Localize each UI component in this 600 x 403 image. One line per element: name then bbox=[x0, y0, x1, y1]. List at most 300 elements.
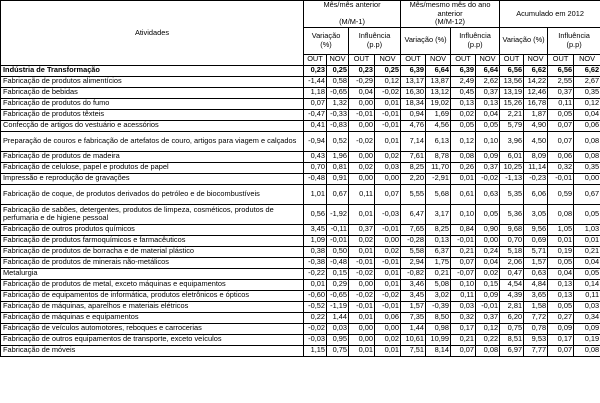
value-cell: 0,19 bbox=[574, 334, 600, 345]
value-cell: 4,50 bbox=[524, 131, 548, 151]
value-cell: 0,26 bbox=[451, 162, 476, 173]
influence-header: Influência (p.p) bbox=[349, 27, 401, 54]
value-cell: 0,67 bbox=[574, 184, 600, 204]
value-cell: 0,52 bbox=[327, 131, 349, 151]
value-cell: 6,56 bbox=[500, 65, 524, 76]
value-cell: 2,62 bbox=[476, 76, 500, 87]
value-cell: 0,01 bbox=[375, 345, 401, 356]
value-cell: 0,90 bbox=[476, 224, 500, 235]
value-cell: -0,01 bbox=[375, 224, 401, 235]
value-cell: -0,65 bbox=[327, 290, 349, 301]
value-cell: -0,01 bbox=[349, 109, 375, 120]
value-cell: 0,10 bbox=[451, 279, 476, 290]
value-cell: 0,63 bbox=[476, 184, 500, 204]
value-cell: -0,47 bbox=[304, 109, 327, 120]
value-cell: 0,10 bbox=[476, 131, 500, 151]
value-cell: 0,01 bbox=[548, 235, 574, 246]
value-cell: 10,61 bbox=[401, 334, 426, 345]
value-cell: -1,92 bbox=[327, 204, 349, 224]
value-cell: 6,37 bbox=[426, 246, 451, 257]
value-cell: 12,46 bbox=[524, 87, 548, 98]
activity-label: Fabricação de máquinas e equipamentos bbox=[1, 312, 304, 323]
month-header-nov: NOV bbox=[375, 54, 401, 65]
value-cell: 0,70 bbox=[500, 235, 524, 246]
value-cell: 0,04 bbox=[476, 257, 500, 268]
value-cell: 0,01 bbox=[375, 279, 401, 290]
value-cell: 5,68 bbox=[426, 184, 451, 204]
value-cell: -0,48 bbox=[327, 257, 349, 268]
activity-label: Fabricação de produtos de madeira bbox=[1, 151, 304, 162]
value-cell: 0,17 bbox=[548, 334, 574, 345]
value-cell: 11,70 bbox=[426, 162, 451, 173]
value-cell: 0,37 bbox=[476, 87, 500, 98]
table-row bbox=[1, 345, 600, 356]
value-cell: 9,56 bbox=[524, 224, 548, 235]
value-cell: 0,37 bbox=[349, 224, 375, 235]
value-cell: 5,79 bbox=[500, 120, 524, 131]
value-cell: -0,29 bbox=[349, 76, 375, 87]
activity-label: Fabricação de produtos farmoquímicos e farmacêuticos bbox=[1, 235, 304, 246]
value-cell: 7,65 bbox=[401, 224, 426, 235]
activity-label: Fabricação de produtos alimentícios bbox=[1, 76, 304, 87]
value-cell: -0,48 bbox=[304, 173, 327, 184]
value-cell: 8,25 bbox=[401, 162, 426, 173]
value-cell: 6,47 bbox=[401, 204, 426, 224]
value-cell: 5,35 bbox=[500, 184, 524, 204]
value-cell: 0,94 bbox=[401, 109, 426, 120]
value-cell: 7,72 bbox=[524, 312, 548, 323]
value-cell: 13,17 bbox=[401, 76, 426, 87]
value-cell: 0,07 bbox=[548, 345, 574, 356]
month-header-nov: NOV bbox=[327, 54, 349, 65]
value-cell: 2,67 bbox=[574, 76, 600, 87]
value-cell: 0,13 bbox=[476, 98, 500, 109]
value-cell: -0,82 bbox=[401, 268, 426, 279]
value-cell: 0,06 bbox=[574, 120, 600, 131]
value-cell: 0,63 bbox=[524, 268, 548, 279]
value-cell: 11,14 bbox=[524, 162, 548, 173]
value-cell: 0,00 bbox=[349, 173, 375, 184]
value-cell: 0,14 bbox=[574, 279, 600, 290]
variation-header: Variação (%) bbox=[304, 27, 349, 54]
value-cell: 5,71 bbox=[524, 246, 548, 257]
value-cell: -0,65 bbox=[327, 87, 349, 98]
value-cell: 0,01 bbox=[349, 312, 375, 323]
value-cell: 0,12 bbox=[476, 323, 500, 334]
value-cell: 0,05 bbox=[476, 120, 500, 131]
value-cell: 5,18 bbox=[500, 246, 524, 257]
activity-label: Fabricação de outros produtos químicos bbox=[1, 224, 304, 235]
value-cell: 0,06 bbox=[548, 151, 574, 162]
value-cell: 3,96 bbox=[500, 131, 524, 151]
value-cell: 18,34 bbox=[401, 98, 426, 109]
table-row bbox=[1, 204, 600, 224]
value-cell: 0,11 bbox=[574, 290, 600, 301]
value-cell: 4,76 bbox=[401, 120, 426, 131]
activity-label: Fabricação de celulose, papel e produtos de papel bbox=[1, 162, 304, 173]
value-cell: -0,02 bbox=[349, 131, 375, 151]
table-row bbox=[1, 184, 600, 204]
value-cell: 0,50 bbox=[327, 246, 349, 257]
value-cell: 0,09 bbox=[476, 151, 500, 162]
value-cell: -0,60 bbox=[304, 290, 327, 301]
table-row bbox=[1, 173, 600, 184]
value-cell: 0,02 bbox=[375, 151, 401, 162]
value-cell: 0,02 bbox=[375, 334, 401, 345]
value-cell: 0,04 bbox=[574, 257, 600, 268]
table-row bbox=[1, 131, 600, 151]
table-row bbox=[1, 235, 600, 246]
value-cell: 6,97 bbox=[500, 345, 524, 356]
value-cell: 0,25 bbox=[327, 65, 349, 76]
value-cell: -0,02 bbox=[375, 290, 401, 301]
month-header-out: OUT bbox=[401, 54, 426, 65]
value-cell: 4,56 bbox=[426, 120, 451, 131]
value-cell: 0,12 bbox=[574, 98, 600, 109]
value-cell: -0,02 bbox=[349, 290, 375, 301]
table-row bbox=[1, 279, 600, 290]
value-cell: 6,56 bbox=[548, 65, 574, 76]
activity-label: Fabricação de veículos automotores, reboques e carrocerias bbox=[1, 323, 304, 334]
value-cell: 0,08 bbox=[476, 345, 500, 356]
value-cell: 0,69 bbox=[524, 235, 548, 246]
value-cell: 0,61 bbox=[451, 184, 476, 204]
value-cell: 0,43 bbox=[304, 151, 327, 162]
value-cell: 0,03 bbox=[375, 162, 401, 173]
value-cell: 0,03 bbox=[327, 323, 349, 334]
value-cell: 1,05 bbox=[548, 224, 574, 235]
table-row bbox=[1, 109, 600, 120]
activity-label: Fabricação de máquinas, aparelhos e materiais elétricos bbox=[1, 301, 304, 312]
value-cell: 6,13 bbox=[426, 131, 451, 151]
value-cell: 0,70 bbox=[304, 162, 327, 173]
value-cell: 8,78 bbox=[426, 151, 451, 162]
month-header-nov: NOV bbox=[426, 54, 451, 65]
value-cell: 0,56 bbox=[304, 204, 327, 224]
value-cell: 4,84 bbox=[524, 279, 548, 290]
value-cell: 6,62 bbox=[524, 65, 548, 76]
value-cell: 0,01 bbox=[574, 235, 600, 246]
value-cell: 0,34 bbox=[574, 312, 600, 323]
value-cell: 1,44 bbox=[401, 323, 426, 334]
value-cell: 19,02 bbox=[426, 98, 451, 109]
value-cell: 1,58 bbox=[524, 301, 548, 312]
value-cell: 0,59 bbox=[548, 184, 574, 204]
table-row bbox=[1, 151, 600, 162]
group-mom-header: Mês/mês anterior (M/M-1) bbox=[304, 1, 401, 28]
month-header-out: OUT bbox=[500, 54, 524, 65]
value-cell: 2,21 bbox=[500, 109, 524, 120]
value-cell: 0,27 bbox=[548, 312, 574, 323]
value-cell: 0,01 bbox=[375, 98, 401, 109]
value-cell: 8,25 bbox=[426, 224, 451, 235]
value-cell: 0,19 bbox=[548, 246, 574, 257]
value-cell: 0,25 bbox=[375, 65, 401, 76]
value-cell: 0,06 bbox=[375, 312, 401, 323]
value-cell: 16,78 bbox=[524, 98, 548, 109]
value-cell: 6,64 bbox=[426, 65, 451, 76]
value-cell: 0,09 bbox=[574, 323, 600, 334]
value-cell: 7,35 bbox=[401, 312, 426, 323]
value-cell: 0,09 bbox=[548, 323, 574, 334]
table-row bbox=[1, 87, 600, 98]
value-cell: 2,20 bbox=[401, 173, 426, 184]
value-cell: 5,58 bbox=[401, 246, 426, 257]
influence-header: Influência (p.p) bbox=[548, 27, 600, 54]
value-cell: 0,13 bbox=[426, 235, 451, 246]
value-cell: 0,11 bbox=[548, 98, 574, 109]
value-cell: -2,91 bbox=[426, 173, 451, 184]
value-cell: 6,39 bbox=[401, 65, 426, 76]
value-cell: 0,58 bbox=[327, 76, 349, 87]
value-cell: 0,75 bbox=[500, 323, 524, 334]
table-row bbox=[1, 268, 600, 279]
table-row bbox=[1, 65, 600, 76]
value-cell: 0,05 bbox=[548, 257, 574, 268]
value-cell: 0,07 bbox=[304, 98, 327, 109]
value-cell: 0,00 bbox=[574, 173, 600, 184]
value-cell: -1,19 bbox=[327, 301, 349, 312]
value-cell: 0,00 bbox=[349, 151, 375, 162]
value-cell: -0,02 bbox=[304, 323, 327, 334]
activity-label: Preparação de couros e fabricação de artefatos de couro, artigos para viagem e calçados bbox=[1, 131, 304, 151]
activity-label: Fabricação de móveis bbox=[1, 345, 304, 356]
value-cell: 7,77 bbox=[524, 345, 548, 356]
value-cell: 0,00 bbox=[375, 173, 401, 184]
value-cell: -0,38 bbox=[304, 257, 327, 268]
value-cell: 0,12 bbox=[451, 131, 476, 151]
activity-label: Fabricação de produtos do fumo bbox=[1, 98, 304, 109]
value-cell: 0,00 bbox=[476, 235, 500, 246]
value-cell: 0,00 bbox=[375, 323, 401, 334]
value-cell: 3,45 bbox=[401, 290, 426, 301]
value-cell: 0,22 bbox=[304, 312, 327, 323]
value-cell: 0,08 bbox=[574, 131, 600, 151]
value-cell: 0,05 bbox=[476, 204, 500, 224]
value-cell: 9,68 bbox=[500, 224, 524, 235]
value-cell: 8,51 bbox=[500, 334, 524, 345]
value-cell: 7,61 bbox=[401, 151, 426, 162]
value-cell: 1,01 bbox=[304, 184, 327, 204]
value-cell: -0,01 bbox=[476, 301, 500, 312]
value-cell: 0,05 bbox=[451, 120, 476, 131]
value-cell: 7,14 bbox=[401, 131, 426, 151]
value-cell: 0,07 bbox=[375, 184, 401, 204]
table-row bbox=[1, 246, 600, 257]
value-cell: 0,07 bbox=[451, 345, 476, 356]
value-cell: 0,84 bbox=[451, 224, 476, 235]
value-cell: 5,36 bbox=[500, 204, 524, 224]
value-cell: 0,78 bbox=[524, 323, 548, 334]
value-cell: 0,67 bbox=[327, 184, 349, 204]
value-cell: 0,04 bbox=[574, 109, 600, 120]
value-cell: 0,00 bbox=[375, 235, 401, 246]
month-header-nov: NOV bbox=[574, 54, 600, 65]
activity-label: Impressão e reprodução de gravações bbox=[1, 173, 304, 184]
value-cell: -0,01 bbox=[375, 257, 401, 268]
value-cell: 0,37 bbox=[476, 162, 500, 173]
value-cell: 14,22 bbox=[524, 76, 548, 87]
value-cell: 0,13 bbox=[548, 279, 574, 290]
value-cell: 1,03 bbox=[574, 224, 600, 235]
value-cell: 6,64 bbox=[476, 65, 500, 76]
value-cell: 4,39 bbox=[500, 290, 524, 301]
value-cell: 0,02 bbox=[349, 235, 375, 246]
value-cell: 1,15 bbox=[304, 345, 327, 356]
value-cell: 0,05 bbox=[548, 301, 574, 312]
value-cell: 0,15 bbox=[327, 268, 349, 279]
value-cell: 6,39 bbox=[451, 65, 476, 76]
value-cell: 0,01 bbox=[375, 131, 401, 151]
value-cell: 2,81 bbox=[500, 301, 524, 312]
value-cell: -0,52 bbox=[304, 301, 327, 312]
value-cell: 0,15 bbox=[476, 279, 500, 290]
value-cell: 0,05 bbox=[574, 204, 600, 224]
value-cell: 0,11 bbox=[451, 290, 476, 301]
value-cell: 3,46 bbox=[401, 279, 426, 290]
value-cell: 0,35 bbox=[574, 87, 600, 98]
value-cell: -0,01 bbox=[548, 173, 574, 184]
activity-label: Fabricação de produtos de metal, exceto máquinas e equipamentos bbox=[1, 279, 304, 290]
value-cell: 3,02 bbox=[426, 290, 451, 301]
value-cell: 0,04 bbox=[349, 87, 375, 98]
value-cell: 1,32 bbox=[327, 98, 349, 109]
value-cell: 1,75 bbox=[426, 257, 451, 268]
value-cell: 0,01 bbox=[349, 246, 375, 257]
value-cell: 3,65 bbox=[524, 290, 548, 301]
activity-label: Fabricação de produtos de borracha e de material plástico bbox=[1, 246, 304, 257]
value-cell: 0,07 bbox=[548, 131, 574, 151]
table-row bbox=[1, 162, 600, 173]
value-cell: 2,55 bbox=[548, 76, 574, 87]
value-cell: 5,08 bbox=[426, 279, 451, 290]
group-ytd-header: Acumulado em 2012 bbox=[500, 1, 600, 28]
value-cell: 0,35 bbox=[574, 162, 600, 173]
value-cell: 1,87 bbox=[524, 109, 548, 120]
value-cell: 0,08 bbox=[574, 345, 600, 356]
value-cell: 2,49 bbox=[451, 76, 476, 87]
value-cell: 0,02 bbox=[349, 162, 375, 173]
value-cell: -0,07 bbox=[451, 268, 476, 279]
activity-label: Metalurgia bbox=[1, 268, 304, 279]
value-cell: 0,08 bbox=[548, 204, 574, 224]
value-cell: -0,03 bbox=[375, 204, 401, 224]
value-cell: 0,00 bbox=[349, 334, 375, 345]
value-cell: 3,05 bbox=[524, 204, 548, 224]
value-cell: -1,13 bbox=[500, 173, 524, 184]
value-cell: 0,45 bbox=[451, 87, 476, 98]
value-cell: 0,21 bbox=[574, 246, 600, 257]
value-cell: 13,87 bbox=[426, 76, 451, 87]
value-cell: 1,57 bbox=[524, 257, 548, 268]
value-cell: 15,26 bbox=[500, 98, 524, 109]
activity-label: Fabricação de outros equipamentos de transporte, exceto veículos bbox=[1, 334, 304, 345]
value-cell: 0,22 bbox=[476, 334, 500, 345]
activity-label: Fabricação de bebidas bbox=[1, 87, 304, 98]
value-cell: 0,01 bbox=[304, 279, 327, 290]
value-cell: 4,54 bbox=[500, 279, 524, 290]
value-cell: 0,41 bbox=[304, 120, 327, 131]
value-cell: -0,01 bbox=[375, 109, 401, 120]
table-row bbox=[1, 98, 600, 109]
value-cell: 1,44 bbox=[327, 312, 349, 323]
value-cell: 8,09 bbox=[524, 151, 548, 162]
value-cell: -0,11 bbox=[327, 224, 349, 235]
value-cell: 0,91 bbox=[327, 173, 349, 184]
table-row bbox=[1, 120, 600, 131]
value-cell: -0,33 bbox=[327, 109, 349, 120]
value-cell: 0,24 bbox=[476, 246, 500, 257]
value-cell: 0,10 bbox=[451, 204, 476, 224]
table-row bbox=[1, 76, 600, 87]
value-cell: 4,90 bbox=[524, 120, 548, 131]
value-cell: 2,06 bbox=[500, 257, 524, 268]
value-cell: 0,01 bbox=[349, 345, 375, 356]
value-cell: 0,23 bbox=[349, 65, 375, 76]
value-cell: -0,01 bbox=[375, 301, 401, 312]
value-cell: 0,01 bbox=[349, 204, 375, 224]
activity-label: Fabricação de sabões, detergentes, produtos de limpeza, cosméticos, produtos de perfumaria e de higiene pessoal bbox=[1, 204, 304, 224]
value-cell: 3,45 bbox=[304, 224, 327, 235]
activity-label: Indústria de Transformação bbox=[1, 65, 304, 76]
value-cell: -0,23 bbox=[524, 173, 548, 184]
value-cell: 1,18 bbox=[304, 87, 327, 98]
value-cell: 6,20 bbox=[500, 312, 524, 323]
value-cell: -0,01 bbox=[349, 301, 375, 312]
value-cell: -0,01 bbox=[327, 235, 349, 246]
value-cell: 0,08 bbox=[574, 151, 600, 162]
table-row bbox=[1, 301, 600, 312]
value-cell: 3,17 bbox=[426, 204, 451, 224]
value-cell: -0,03 bbox=[304, 334, 327, 345]
value-cell: 0,23 bbox=[304, 65, 327, 76]
value-cell: 1,96 bbox=[327, 151, 349, 162]
activity-header: Atividades bbox=[1, 1, 304, 66]
value-cell: 0,37 bbox=[548, 87, 574, 98]
value-cell: 0,17 bbox=[451, 323, 476, 334]
value-cell: 0,05 bbox=[574, 268, 600, 279]
value-cell: 0,08 bbox=[451, 151, 476, 162]
month-header-nov: NOV bbox=[524, 54, 548, 65]
value-cell: 10,99 bbox=[426, 334, 451, 345]
value-cell: 0,00 bbox=[349, 98, 375, 109]
value-cell: -0,01 bbox=[451, 235, 476, 246]
value-cell: 6,01 bbox=[500, 151, 524, 162]
value-cell: 0,13 bbox=[548, 290, 574, 301]
activity-label: Confecção de artigos do vestuário e acessórios bbox=[1, 120, 304, 131]
value-cell: 0,95 bbox=[327, 334, 349, 345]
value-cell: 0,02 bbox=[451, 109, 476, 120]
table-body bbox=[1, 65, 600, 356]
value-cell: 0,38 bbox=[304, 246, 327, 257]
value-cell: 0,01 bbox=[451, 173, 476, 184]
value-cell: 8,50 bbox=[426, 312, 451, 323]
variation-header: Variação (%) bbox=[401, 27, 451, 54]
value-cell: 0,00 bbox=[349, 323, 375, 334]
table-row bbox=[1, 224, 600, 235]
value-cell: 0,11 bbox=[349, 184, 375, 204]
table-row bbox=[1, 323, 600, 334]
value-cell: 2,94 bbox=[401, 257, 426, 268]
value-cell: 9,53 bbox=[524, 334, 548, 345]
value-cell: -0,01 bbox=[349, 257, 375, 268]
table-row bbox=[1, 334, 600, 345]
activity-label: Fabricação de equipamentos de informática, produtos eletrônicos e ópticos bbox=[1, 290, 304, 301]
value-cell: 0,47 bbox=[500, 268, 524, 279]
value-cell: -0,01 bbox=[375, 120, 401, 131]
value-cell: 0,29 bbox=[327, 279, 349, 290]
value-cell: 0,05 bbox=[548, 109, 574, 120]
